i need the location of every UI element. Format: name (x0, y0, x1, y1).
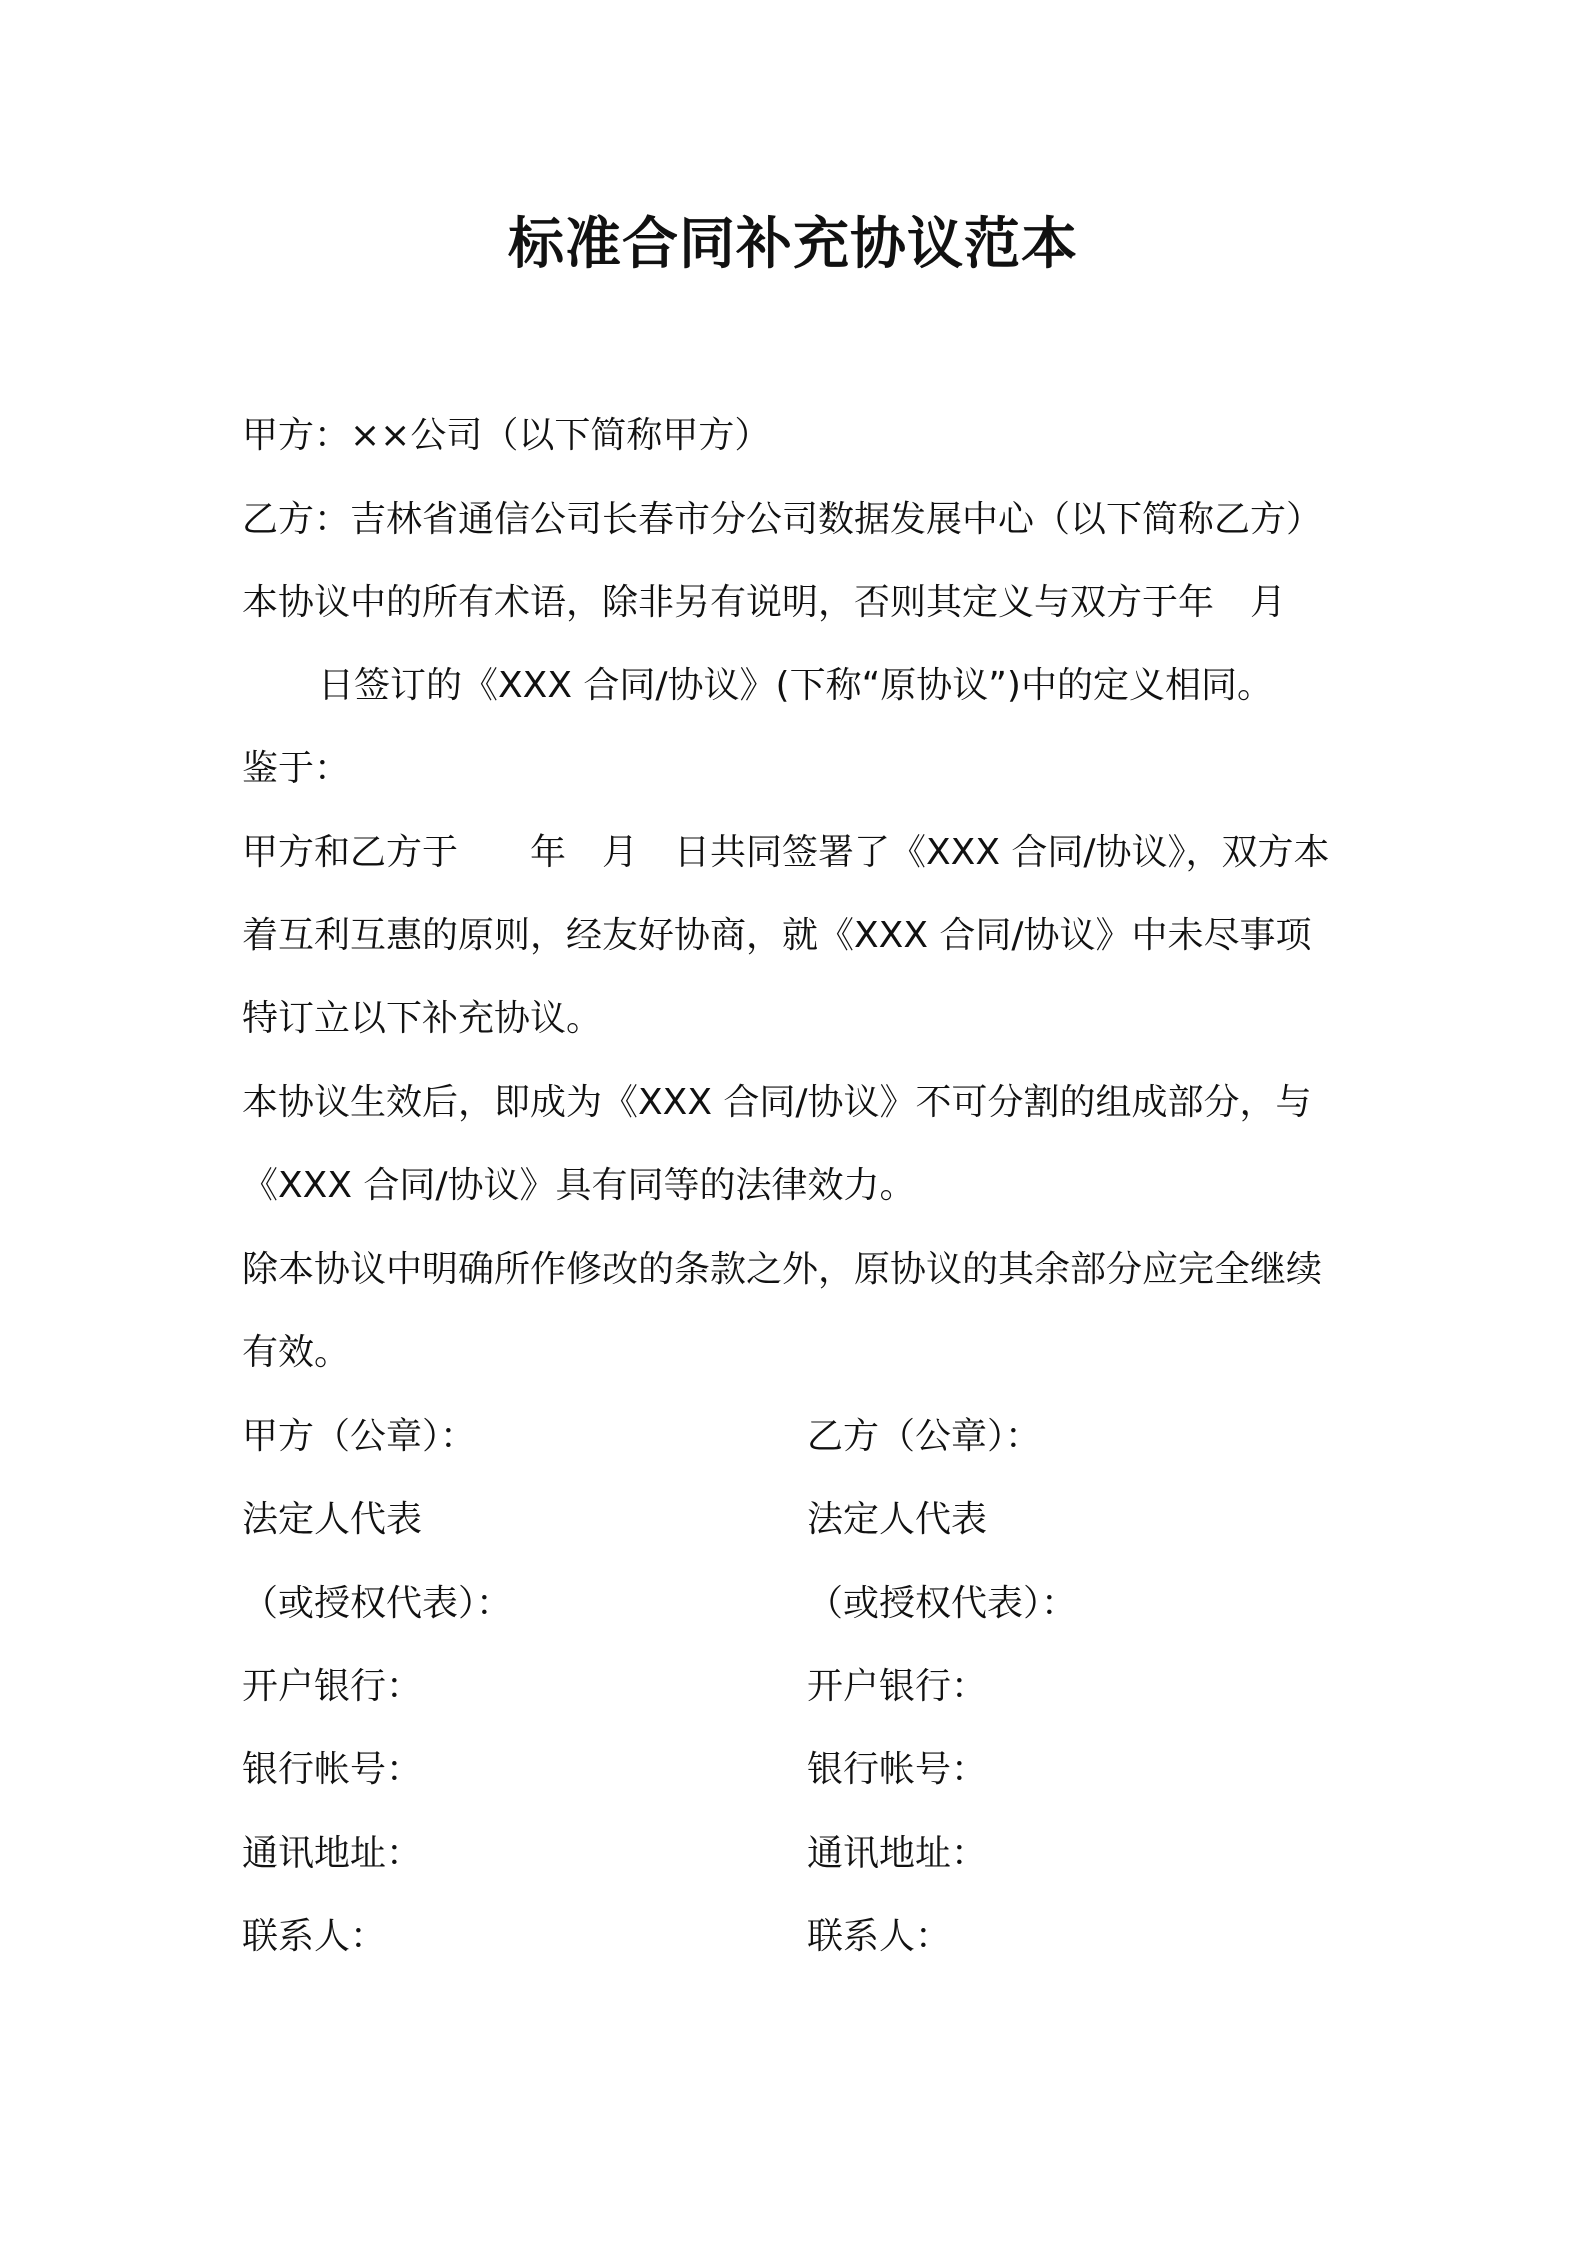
party-a-contact-label: 联系人： (242, 1916, 387, 1957)
party-a-bank-label: 开户银行： (242, 1666, 423, 1707)
paragraph-3-line-2: 有效。 (242, 1332, 351, 1373)
party-a-authorized-rep-label: （或授权代表）： (242, 1583, 513, 1624)
definition-line-1: 本协议中的所有术语，除非另有说明，否则其定义与双方于年 月 (242, 582, 1287, 623)
paragraph-1-line-3: 特订立以下补充协议。 (242, 998, 603, 1039)
party-b-account-label: 银行帐号： (807, 1749, 988, 1790)
definition-line-2: 日签订的《XXX 合同/协议》(下称“原协议”)中的定义相同。 (318, 665, 1273, 706)
paragraph-1-line-2: 着互利互惠的原则，经友好协商，就《XXX 合同/协议》中未尽事项 (242, 915, 1312, 956)
document-title: 标准合同补充协议范本 (508, 212, 1078, 277)
party-a-legal-rep-label: 法定人代表 (242, 1499, 423, 1540)
party-a-seal-label: 甲方（公章）： (242, 1416, 477, 1457)
party-b-legal-rep-label: 法定人代表 (807, 1499, 988, 1540)
party-b-authorized-rep-label: （或授权代表）： (807, 1583, 1078, 1624)
paragraph-2-line-2: 《XXX 合同/协议》具有同等的法律效力。 (242, 1165, 916, 1206)
paragraph-2-line-1: 本协议生效后，即成为《XXX 合同/协议》不可分割的组成部分，与 (242, 1082, 1312, 1123)
paragraph-3-line-1: 除本协议中明确所作修改的条款之外，原协议的其余部分应完全继续 (242, 1249, 1323, 1290)
party-b-address-label: 通讯地址： (807, 1833, 988, 1874)
party-b-line: 乙方：吉林省通信公司长春市分公司数据发展中心（以下简称乙方） (242, 499, 1323, 540)
party-b-contact-label: 联系人： (807, 1916, 952, 1957)
party-b-bank-label: 开户银行： (807, 1666, 988, 1707)
whereas-heading: 鉴于： (242, 748, 351, 789)
party-b-seal-label: 乙方（公章）： (807, 1416, 1042, 1457)
paragraph-1-line-1: 甲方和乙方于 年 月 日共同签署了《XXX 合同/协议》，双方本 (242, 832, 1330, 873)
party-a-line: 甲方：××公司（以下简称甲方） (242, 415, 771, 456)
party-a-address-label: 通讯地址： (242, 1833, 423, 1874)
party-a-account-label: 银行帐号： (242, 1749, 423, 1790)
